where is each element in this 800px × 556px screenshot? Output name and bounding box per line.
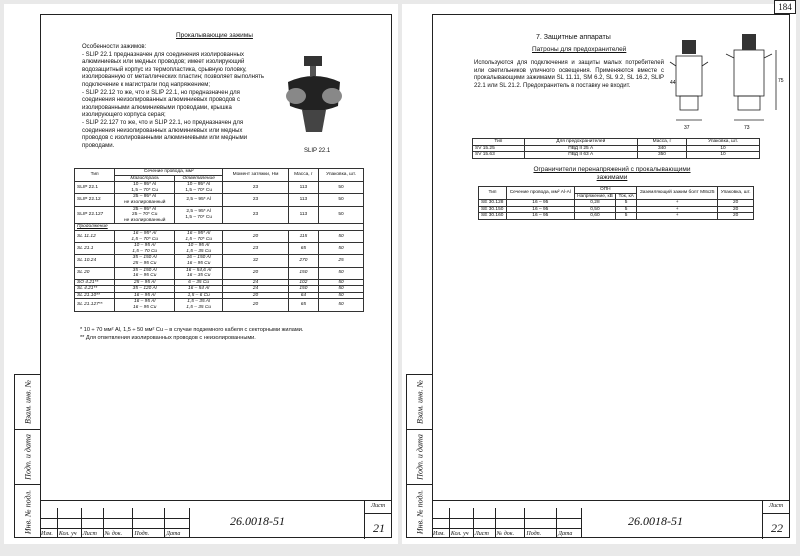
- table-row: [479, 213, 754, 220]
- sheet-label: Лист: [371, 503, 386, 509]
- cell-type: SL 11.12: [75, 230, 115, 242]
- cell-pack: 10: [687, 152, 760, 159]
- dim-label: 73: [744, 125, 750, 131]
- cell-pack: 50: [319, 299, 364, 311]
- th-main: Магистраль: [115, 175, 175, 182]
- cell-branch: 16 – 54 Al: [175, 286, 223, 293]
- side-label-inv-orig: Инв. № подл.: [415, 489, 424, 535]
- table-row: [75, 206, 364, 224]
- th-torque: Момент затяжки, Нм: [223, 169, 288, 182]
- cell-main: 25 – 95* Al 25 – 70* Cu не изолированный: [115, 206, 175, 224]
- cell-pack: 50: [319, 182, 364, 194]
- cell-branch: 16 – 150 Al 16 – 95 Cu: [175, 255, 223, 267]
- table-row: [75, 255, 364, 267]
- section-label-cell: Продолжение: [75, 224, 364, 231]
- tb-label-date: Дата: [558, 531, 573, 537]
- tb-label-date: Дата: [166, 531, 181, 537]
- cell-mass: 270: [288, 255, 318, 267]
- tb-label-kol: Кол. уч: [58, 531, 77, 537]
- cell-pack: 20: [718, 213, 754, 220]
- cell-main: 35 – 150 Al 25 – 95 Cu: [115, 255, 175, 267]
- tb-label-sign: Подп.: [526, 531, 542, 537]
- fuse-holder-front: [676, 56, 702, 96]
- fuse-holder-side-lugs: [726, 54, 772, 58]
- cell-branch: 16 – 95* Al 1,5 – 70* Cu: [175, 230, 223, 242]
- cell-fuse: ПВД II 25 А: [524, 145, 637, 152]
- footnotes: [80, 326, 380, 342]
- cell-mass: 115: [288, 230, 318, 242]
- title-block: [432, 500, 790, 538]
- feature-item: - SLIP 22.12 то же, что и SLIP 22.1, но предназначен для соединения неизолированных алюминиевых проводов с изолированными алюминиевыми проводами, крышка изолирующего корпуса серая;: [82, 89, 241, 119]
- tb-label-ndoc: № док.: [104, 531, 123, 537]
- table-row: [75, 267, 364, 279]
- table-row: [473, 145, 760, 152]
- th-current: Ток, кА: [616, 193, 637, 200]
- cell-main: 25 – 95 Al: [115, 279, 175, 286]
- side-label-replace-inv: Взам. инв. №: [23, 379, 32, 425]
- cell-pack: 50: [319, 230, 364, 242]
- cell-voltage: 0,28: [574, 200, 616, 207]
- cell-main: 25 – 95* Al не изолированный: [115, 194, 175, 206]
- cell-earth: +: [637, 200, 718, 207]
- fuse-holder-cap: [682, 40, 696, 54]
- cell-main: 16 – 95 Al 16 – 95 Cu: [115, 299, 175, 311]
- cell-torque: 20: [223, 292, 288, 299]
- cell-torque: 23: [223, 243, 288, 255]
- title-block-grid: [432, 508, 582, 538]
- cell-type: SL 4.21**: [75, 286, 115, 293]
- clamp-conductor-left: [286, 88, 306, 104]
- cell-section: 16 – 95: [506, 206, 574, 213]
- tb-label-izm: Изм.: [433, 531, 445, 537]
- table-header-row: [75, 169, 364, 176]
- doc-code: 26.0018-51: [230, 514, 285, 528]
- table-row: [75, 299, 364, 311]
- cell-fuse: ПВД II 63 А: [524, 152, 637, 159]
- th-branch: Ответвление: [175, 175, 223, 182]
- cell-main: 35 – 150 Al 16 – 95 Cu: [115, 267, 175, 279]
- features-block: [82, 44, 270, 150]
- fuse-holder-side-cap: [742, 34, 756, 50]
- cell-main: 35 – 120 Al: [115, 286, 175, 293]
- cell-pack: 50: [319, 243, 364, 255]
- cell-pack: 10: [687, 145, 760, 152]
- cell-branch: 1,5 – 35 Al 1,5 – 35 Cu: [175, 299, 223, 311]
- table-row: [75, 243, 364, 255]
- cell-pack: 50: [319, 267, 364, 279]
- clamp-bolt-head: [304, 56, 322, 66]
- sheet-left: [4, 4, 398, 544]
- cell-current: 5: [616, 206, 637, 213]
- feature-item: - SLIP 22.1 предназначен для соединения изолированных алюминиевых или медных проводов; имеет изолирующий водозащитный корпус из термопластика, срывную головку, изолированную от металлических пластин; позволяет выполнять подключение к магистрали под напряжением;: [82, 51, 265, 88]
- cell-mass: 113: [288, 182, 318, 194]
- cell-branch: 2,5 – 95* Al: [175, 194, 223, 206]
- cell-current: 5: [616, 200, 637, 207]
- tb-label-sign: Подп.: [134, 531, 150, 537]
- th-pack: Упаковка, шт.: [687, 139, 760, 146]
- table-row: [75, 230, 364, 242]
- cell-main: 16 – 95* Al 1,5 – 70* Cu: [115, 230, 175, 242]
- slip-clamp-image: [274, 52, 354, 142]
- cell-section: 16 – 95: [506, 213, 574, 220]
- cell-main: 16 – 95 Al: [115, 292, 175, 299]
- sheet-number-box: [762, 501, 790, 539]
- cell-type: SL 21.1: [75, 243, 115, 255]
- cell-voltage: 0,60: [574, 213, 616, 220]
- sheet-number: 21: [373, 521, 385, 535]
- tb-label-kol: Кол. уч: [450, 531, 469, 537]
- side-stamp-column: [406, 374, 432, 538]
- cell-type: SLIP 22.1: [75, 182, 115, 194]
- table-row: [75, 194, 364, 206]
- table-row: [75, 286, 364, 293]
- cell-torque: 32: [223, 255, 288, 267]
- cell-type: SL 10.24: [75, 255, 115, 267]
- cell-mass: 65: [288, 243, 318, 255]
- doc-code: 26.0018-51: [628, 514, 683, 528]
- cell-torque: 23: [223, 182, 288, 194]
- th-pack: Упаковка, шт.: [319, 169, 364, 182]
- cell-mass: 150: [288, 286, 318, 293]
- table-body-continued: [75, 230, 364, 311]
- cell-branch: 16 – 54,6 Al 16 – 35 Cu: [175, 267, 223, 279]
- cell-branch: 1,5 – 6 Cu: [175, 292, 223, 299]
- table-row: [479, 206, 754, 213]
- cell-torque: 20: [223, 267, 288, 279]
- dim-label: 37: [684, 125, 690, 131]
- cell-pack: 20: [718, 200, 754, 207]
- tb-label-list: Лист: [474, 531, 489, 537]
- cell-mass: 113: [288, 206, 318, 224]
- clamp-conductor-right: [322, 88, 342, 104]
- fuse-intro: Используются для подключения и защиты малых потребителей или светильников уличного освещения. Применяются вместе с прокалывающими зажимами SL 11.11, SM 6.2, SL 9.2, SL 16.2, SLIP 22.1 или SL 21.2. Предохранитель в поставку не входит.: [474, 60, 664, 89]
- fuse-table: [472, 138, 760, 159]
- cell-type: SE 30.160: [479, 213, 507, 220]
- cell-type: SE 30.150: [479, 206, 507, 213]
- cell-pack: 25: [319, 255, 364, 267]
- sheet-label: Лист: [769, 503, 784, 509]
- dim-label: 75: [778, 78, 784, 84]
- table-row: [479, 200, 754, 207]
- table-row: [473, 152, 760, 159]
- th-mass: Масса, г: [637, 139, 686, 146]
- page-heading: Прокалывающие зажимы: [176, 32, 253, 39]
- title-block: [40, 500, 392, 538]
- features-title: Особенности зажимов:: [82, 44, 147, 50]
- cell-torque: 20: [223, 299, 288, 311]
- table-row: [75, 292, 364, 299]
- cell-pack: 50: [319, 194, 364, 206]
- cell-torque: 23: [223, 194, 288, 206]
- cell-mass: 150: [288, 267, 318, 279]
- fuse-holder-base: [680, 96, 698, 110]
- th-voltage: Напряжение, кВ: [574, 193, 616, 200]
- side-label-sign-date: Подп. и дата: [23, 434, 32, 480]
- th-fuse: Для предохранителей: [524, 139, 637, 146]
- table-section-label: [75, 224, 364, 231]
- cell-branch: 10 – 95 Al 1,5 – 35 Cu: [175, 243, 223, 255]
- th-opn: ОПН: [574, 187, 636, 194]
- surge-title: Ограничители перенапряжений с прокалывающими зажимами: [533, 166, 691, 181]
- dim-label: 44: [670, 80, 676, 86]
- fuse-holder-side: [734, 50, 764, 96]
- surge-table: [478, 186, 754, 220]
- fuse-holder-drawing: [668, 26, 784, 132]
- image-caption: SLIP 22.1: [304, 148, 331, 154]
- cell-pack: 50: [319, 206, 364, 224]
- cell-earth: +: [637, 213, 718, 220]
- cell-torque: 23: [223, 206, 288, 224]
- th-pack: Упаковка, шт.: [718, 187, 754, 200]
- sheet-number-box: [364, 501, 392, 539]
- footnote-2: ** Для ответвления изолированных проводов с неизолированными.: [80, 335, 256, 341]
- cell-type: SL 21.10**: [75, 292, 115, 299]
- cell-type: SO 4.21**: [75, 279, 115, 286]
- surge-table-body: [479, 200, 754, 220]
- fuse-subtitle: Патроны для предохранителей: [532, 46, 627, 53]
- th-section: Сечение провода, мм² Al-Al: [506, 187, 574, 200]
- table-row: [75, 182, 364, 194]
- cell-type: SL 20: [75, 267, 115, 279]
- cell-type: SL 21.127**: [75, 299, 115, 311]
- side-label-inv-orig: Инв. № подл.: [23, 489, 32, 535]
- cell-type: SE 30.128: [479, 200, 507, 207]
- section-title: 7. Защитные аппараты: [536, 34, 611, 41]
- title-block-grid: [40, 508, 190, 538]
- th-earth: Заземляющий зажим болт М8х25: [637, 187, 718, 200]
- table-row: [75, 279, 364, 286]
- tb-label-list: Лист: [82, 531, 97, 537]
- cell-pack: 50: [319, 292, 364, 299]
- cell-pack: 50: [319, 286, 364, 293]
- tb-label-izm: Изм.: [41, 531, 53, 537]
- cell-voltage: 0,50: [574, 206, 616, 213]
- th-type: Тип: [479, 187, 507, 200]
- cell-torque: 20: [223, 230, 288, 242]
- cell-mass: 65: [288, 299, 318, 311]
- side-stamp-column: [14, 374, 40, 538]
- cell-mass: 64: [288, 292, 318, 299]
- clamp-bottom: [302, 110, 326, 132]
- sheet-right: [402, 4, 796, 544]
- side-label-replace-inv: Взам. инв. №: [415, 379, 424, 425]
- sheet-number: 22: [771, 521, 783, 535]
- cell-branch: 2,5 – 95* Al 1,5 – 70* Cu: [175, 206, 223, 224]
- side-label-sign-date: Подп. и дата: [415, 434, 424, 480]
- cell-main: 10 – 95* Al 1,5 – 70* Cu: [115, 182, 175, 194]
- tb-label-ndoc: № док.: [496, 531, 515, 537]
- table-header-row: [479, 187, 754, 194]
- cell-pack: 50: [319, 279, 364, 286]
- cell-branch: 10 – 95* Al 1,5 – 70* Cu: [175, 182, 223, 194]
- cell-type: SV 15.63: [473, 152, 525, 159]
- feature-item: - SLIP 22.127 то же, что и SLIP 22.1, но предназначен для соединения неизолированных алюминиевых или медных проводов с изолированными алюминиевыми или медными проводами.: [82, 119, 248, 149]
- page-tab-number: 184: [774, 0, 796, 14]
- fuse-holder-side-base: [738, 96, 760, 110]
- clamps-table: [74, 168, 364, 312]
- th-section: Сечение провода, мм²: [115, 169, 223, 176]
- cell-mass: 340: [637, 145, 686, 152]
- footnote-1: * 10 ÷ 70 мм² Al, 1,5 ÷ 50 мм² Cu – в случае подземного кабеля с секторными жилами.: [80, 327, 304, 333]
- cell-torque: 24: [223, 286, 288, 293]
- cell-type: SV 15.25: [473, 145, 525, 152]
- cell-mass: 102: [288, 279, 318, 286]
- cell-type: SLIP 22.12: [75, 194, 115, 206]
- th-mass: Масса, г: [288, 169, 318, 182]
- cell-earth: +: [637, 206, 718, 213]
- cell-main: 10 – 95 Al 1,5 – 70 Cu: [115, 243, 175, 255]
- th-type: Тип: [473, 139, 525, 146]
- cell-torque: 24: [223, 279, 288, 286]
- table-body-main: [75, 182, 364, 224]
- cell-mass: 113: [288, 194, 318, 206]
- table-header-row: [473, 139, 760, 146]
- th-type: Тип: [75, 169, 115, 182]
- cell-mass: 350: [637, 152, 686, 159]
- cell-pack: 20: [718, 206, 754, 213]
- cell-type: SLIP 22.127: [75, 206, 115, 224]
- cell-current: 5: [616, 213, 637, 220]
- clamp-bolt: [310, 66, 316, 76]
- cell-section: 16 – 95: [506, 200, 574, 207]
- cell-branch: 6 – 35 Cu: [175, 279, 223, 286]
- fuse-table-body: [473, 145, 760, 158]
